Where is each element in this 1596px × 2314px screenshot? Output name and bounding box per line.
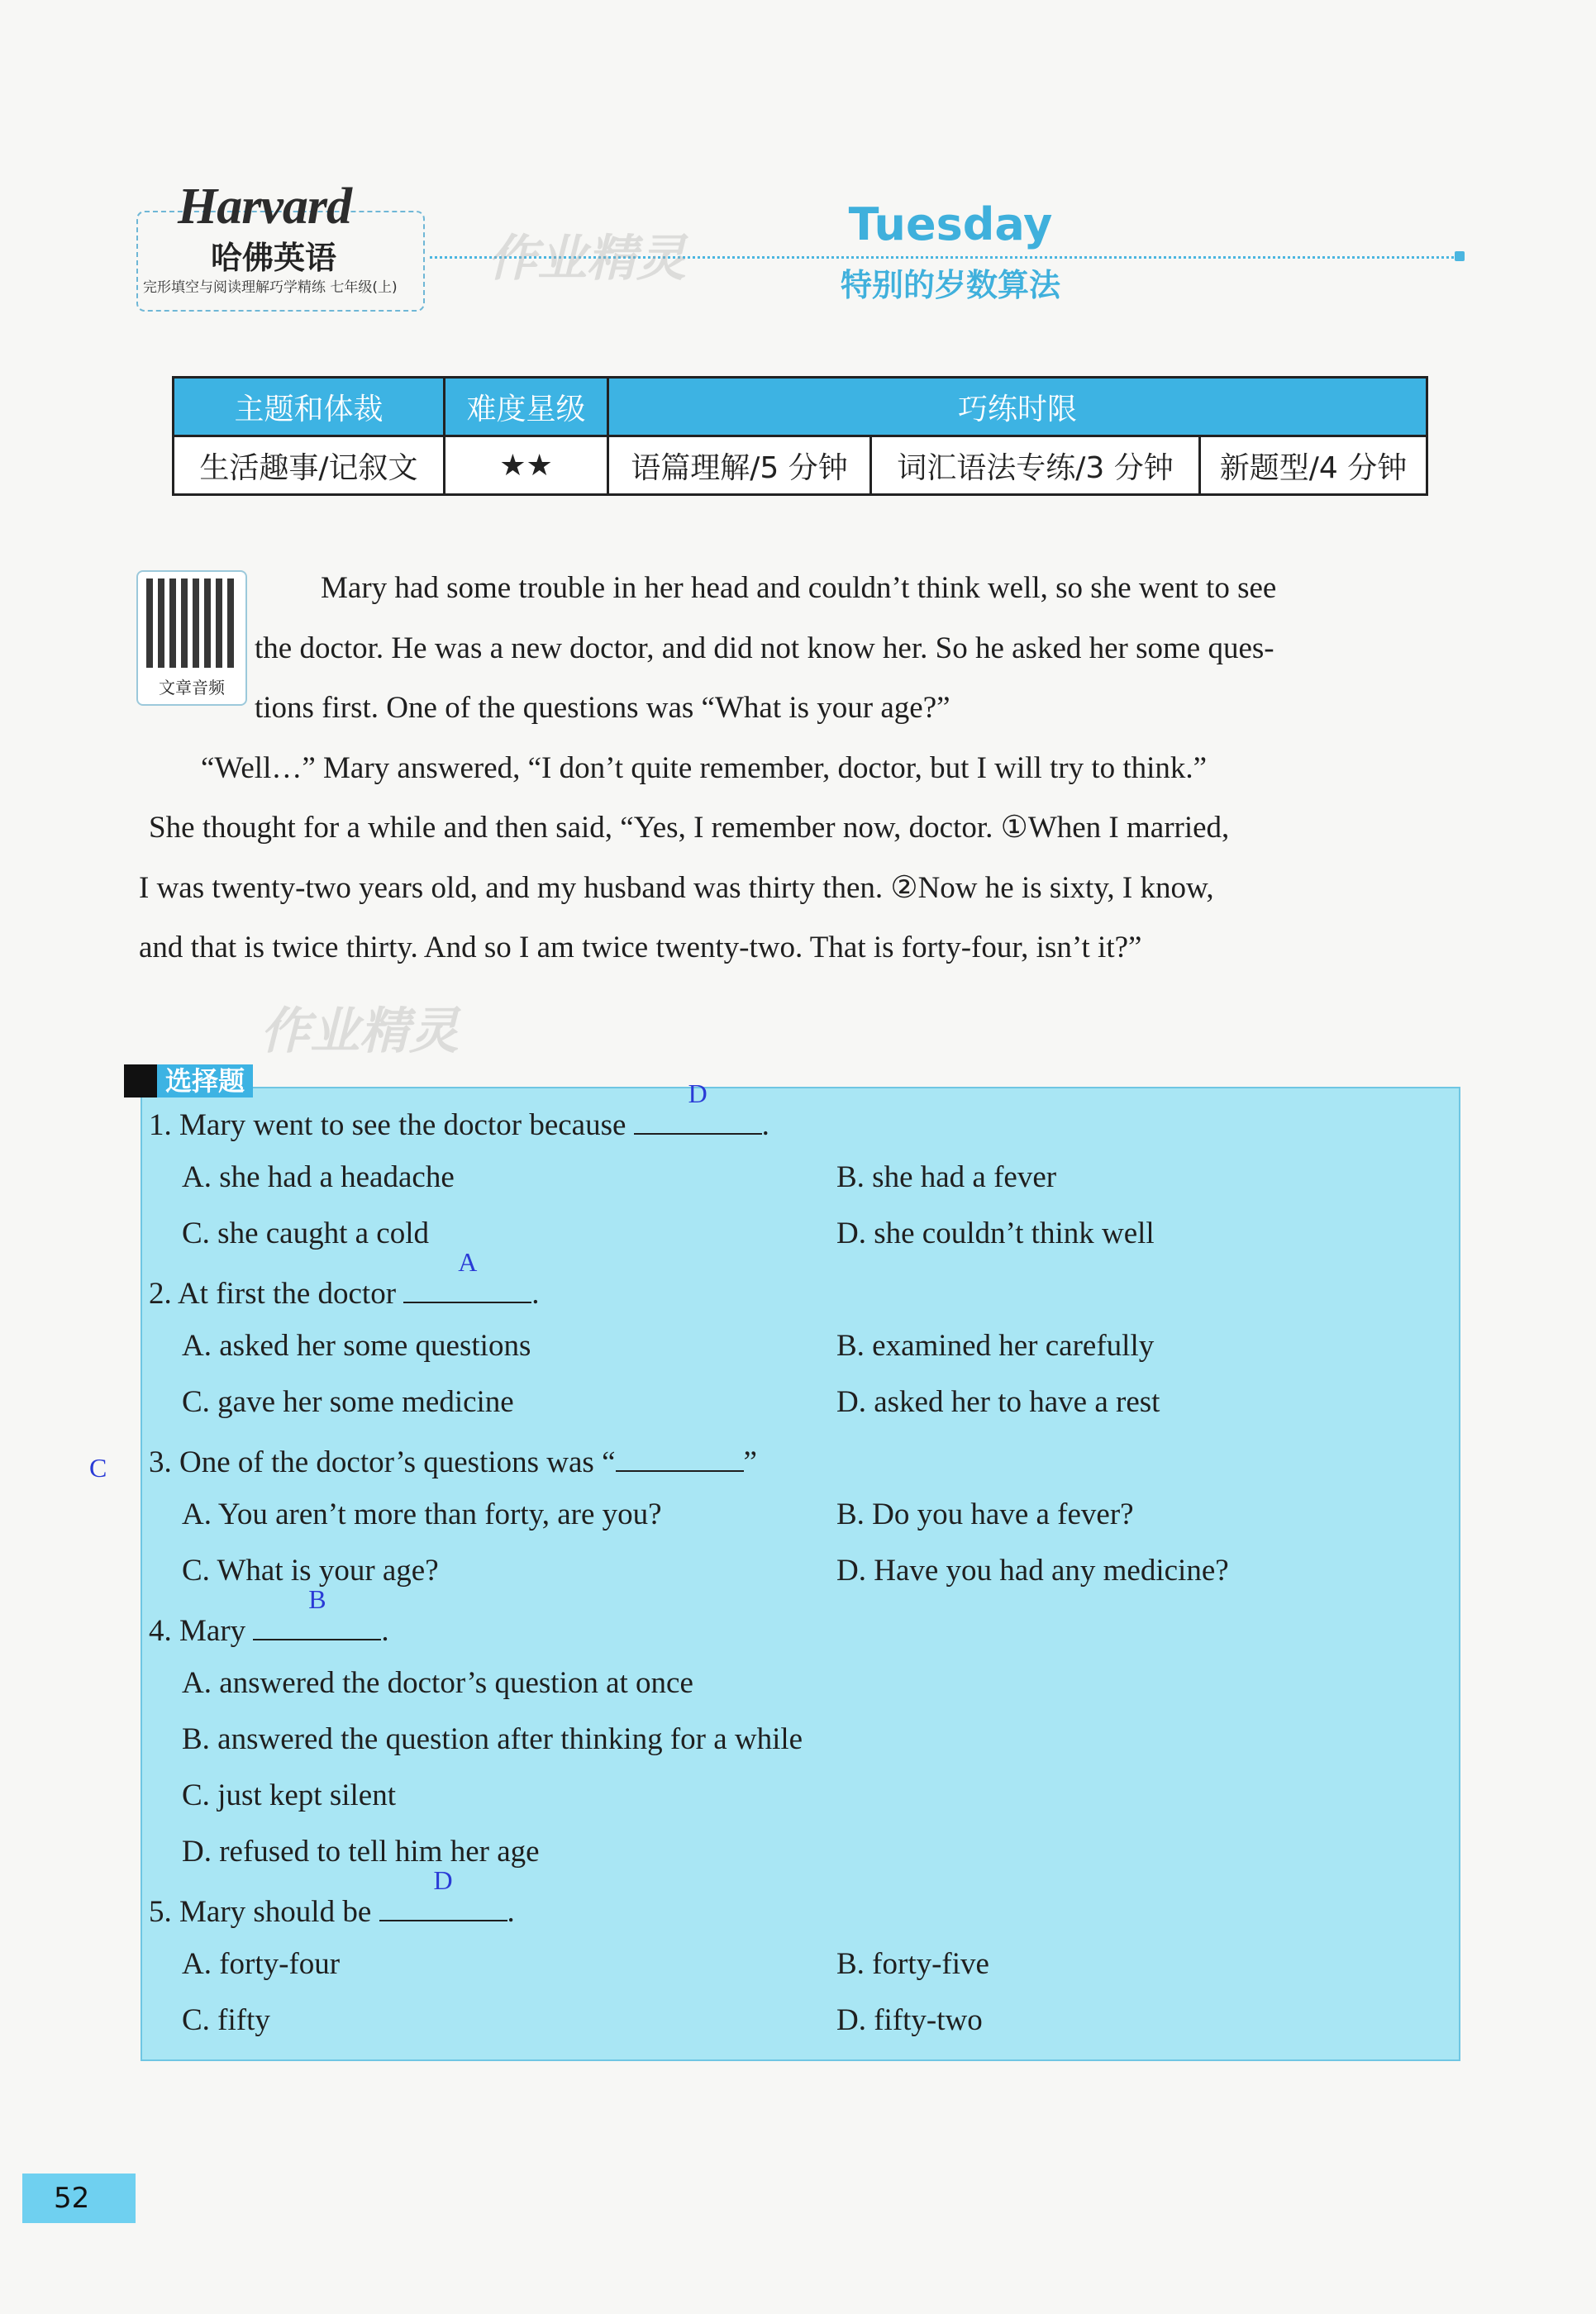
- header-divider-end: [1455, 251, 1465, 261]
- passage-line: I was twenty-two years old, and my husband was thirty then. ②Now he is sixty, I know,: [139, 870, 1214, 905]
- answer-blank[interactable]: [634, 1078, 762, 1135]
- day-title: Tuesday: [848, 198, 1053, 250]
- handwritten-answer: D: [688, 1078, 707, 1108]
- brand-subtitle: 完形填空与阅读理解巧学精练 七年级(上): [143, 279, 398, 296]
- table-header-time-limit: 巧练时限: [608, 378, 1427, 436]
- section-marker-icon: [124, 1064, 157, 1097]
- brand-title: Harvard: [178, 179, 351, 235]
- answer-blank[interactable]: [616, 1440, 744, 1472]
- table-cell-reading-time: 语篇理解/5 分钟: [608, 436, 871, 495]
- option-a[interactable]: A. forty-four: [182, 1947, 341, 1981]
- page-number: 52: [22, 2174, 136, 2223]
- option-a[interactable]: A. answered the doctor’s question at once: [182, 1666, 693, 1700]
- answer-blank[interactable]: [253, 1584, 381, 1640]
- lesson-info-table: [172, 376, 1428, 496]
- option-b[interactable]: B. examined her carefully: [836, 1329, 1155, 1363]
- table-cell-difficulty: ★★: [445, 436, 608, 495]
- watermark: 作业精灵: [488, 230, 686, 288]
- passage-line: tions first. One of the questions was “What is your age?”: [255, 691, 950, 725]
- question-4: [149, 1584, 389, 1649]
- qr-label: 文章音频: [159, 678, 225, 698]
- option-d[interactable]: D. asked her to have a rest: [836, 1385, 1160, 1419]
- question-stem-end: .: [381, 1614, 389, 1648]
- question-stem: 5. Mary should be: [149, 1895, 372, 1929]
- passage-line: “Well…” Mary answered, “I don’t quite remember, doctor, but I will try to think.”: [201, 750, 1208, 785]
- question-stem: 3. One of the doctor’s questions was “: [149, 1445, 616, 1479]
- option-a[interactable]: A. You aren’t more than forty, are you?: [182, 1497, 662, 1531]
- table-header-topic: 主题和体裁: [174, 378, 445, 436]
- answer-blank[interactable]: [379, 1865, 507, 1921]
- option-b[interactable]: B. she had a fever: [836, 1160, 1057, 1194]
- table-row: [174, 436, 1427, 495]
- option-b[interactable]: B. answered the question after thinking for a while: [182, 1722, 803, 1756]
- option-d[interactable]: D. Have you had any medicine?: [836, 1554, 1229, 1588]
- section-tag: [124, 1064, 253, 1098]
- question-stem-end: .: [507, 1895, 515, 1929]
- question-5: [149, 1865, 515, 1930]
- table-cell-topic: 生活趣事/记叙文: [174, 436, 445, 495]
- handwritten-answer: C: [89, 1453, 107, 1483]
- question-stem: 1. Mary went to see the doctor because: [149, 1108, 626, 1142]
- option-a[interactable]: A. asked her some questions: [182, 1329, 531, 1363]
- reading-passage: [139, 559, 1461, 978]
- table-header-row: [174, 378, 1427, 436]
- question-stem-end: .: [761, 1108, 769, 1142]
- table-cell-vocab-time: 词汇语法专练/3 分钟: [871, 436, 1200, 495]
- option-c[interactable]: C. just kept silent: [182, 1778, 396, 1812]
- passage-line: Mary had some trouble in her head and couldn’t think well, so she went to see: [321, 571, 1277, 605]
- handwritten-answer: A: [458, 1247, 478, 1277]
- question-stem: 4. Mary: [149, 1614, 246, 1648]
- question-2: [149, 1247, 540, 1312]
- option-b[interactable]: B. forty-five: [836, 1947, 989, 1981]
- option-d[interactable]: D. fifty-two: [836, 2003, 983, 2037]
- question-stem-end: ”: [743, 1445, 757, 1479]
- table-header-difficulty: 难度星级: [445, 378, 608, 436]
- answer-blank[interactable]: [403, 1247, 531, 1303]
- option-c[interactable]: C. gave her some medicine: [182, 1385, 514, 1419]
- question-stem-end: .: [531, 1277, 540, 1311]
- lesson-subtitle: 特别的岁数算法: [840, 267, 1060, 303]
- table-cell-new-type-time: 新题型/4 分钟: [1200, 436, 1427, 495]
- option-c[interactable]: C. fifty: [182, 2003, 270, 2037]
- section-label: 选择题: [157, 1064, 253, 1097]
- option-c[interactable]: C. she caught a cold: [182, 1217, 429, 1250]
- option-d[interactable]: D. refused to tell him her age: [182, 1835, 540, 1869]
- passage-line: She thought for a while and then said, “Yes, I remember now, doctor. ①When I married,: [149, 811, 1230, 845]
- option-a[interactable]: A. she had a headache: [182, 1160, 455, 1194]
- handwritten-answer: D: [433, 1865, 453, 1895]
- option-c[interactable]: C. What is your age?: [182, 1554, 439, 1588]
- option-b[interactable]: B. Do you have a fever?: [836, 1497, 1134, 1531]
- passage-line: and that is twice thirty. And so I am twice twenty-two. That is forty-four, isn’t it?”: [139, 931, 1142, 964]
- passage-line: the doctor. He was a new doctor, and did not know her. So he asked her some ques-: [255, 631, 1274, 665]
- question-3: [149, 1440, 757, 1480]
- brand-logo: [136, 178, 426, 310]
- question-stem: 2. At first the doctor: [149, 1277, 397, 1311]
- watermark: 作业精灵: [260, 1002, 459, 1060]
- brand-chinese-name: 哈佛英语: [211, 240, 337, 276]
- handwritten-answer: B: [308, 1584, 326, 1614]
- option-d[interactable]: D. she couldn’t think well: [836, 1217, 1155, 1250]
